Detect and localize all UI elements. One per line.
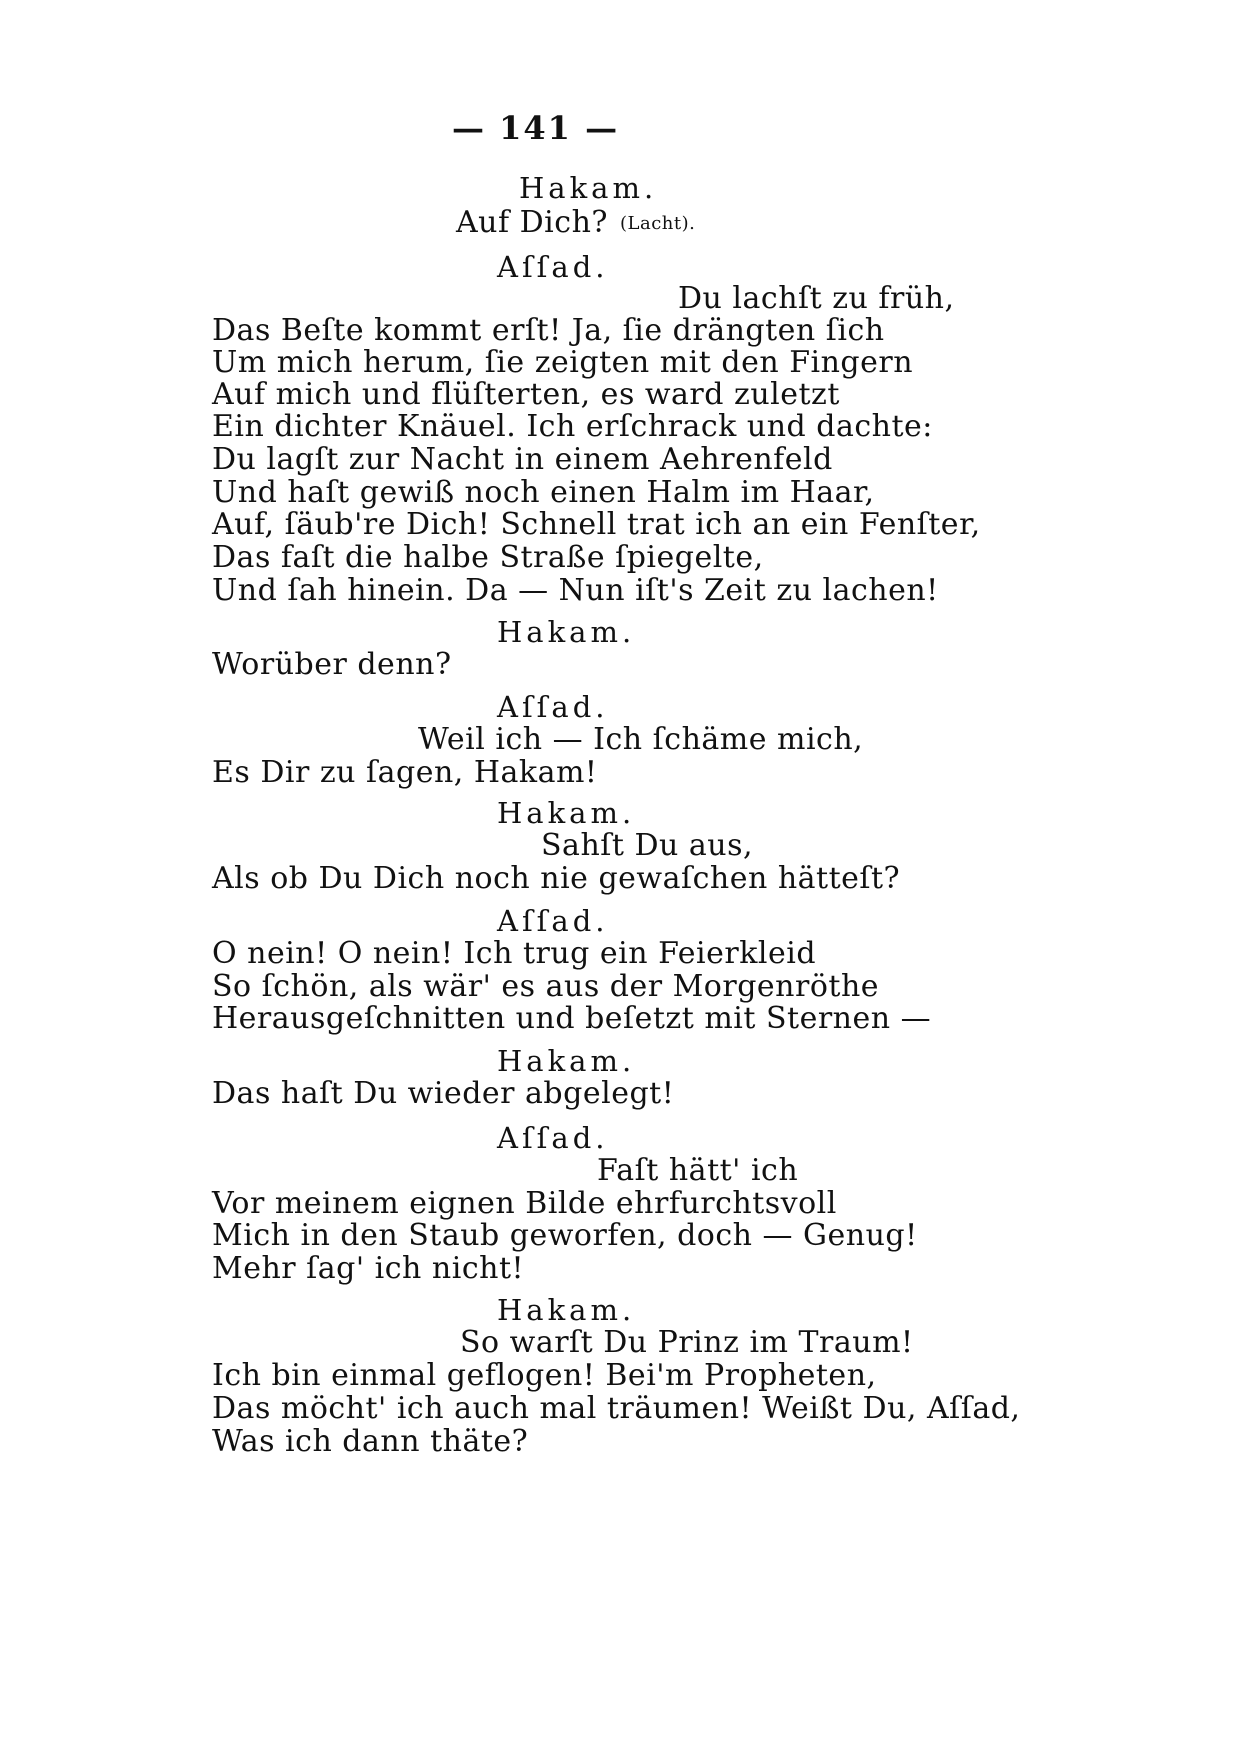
verse-line: So ſchön, als wär' es aus der Morgenröthe xyxy=(212,969,880,1004)
verse-text: Auf Dich? xyxy=(456,205,608,240)
speaker-label: Hakam. xyxy=(519,171,658,205)
verse-line: Was ich dann thäte? xyxy=(212,1424,529,1459)
speaker-label: Aſſad. xyxy=(497,690,609,724)
verse-line: Mich in den Staub geworfen, doch — Genug! xyxy=(212,1218,918,1253)
verse-line: Auf, ſäub're Dich! Schnell trat ich an ein Fenſter, xyxy=(212,507,981,542)
verse-line: Herausgeſchnitten und beſetzt mit Sternen — xyxy=(212,1001,932,1036)
verse-line: Ich bin einmal geflogen! Bei'm Propheten, xyxy=(212,1358,877,1393)
verse-line: Du lachſt zu früh, xyxy=(678,281,955,316)
verse-line: Und haſt gewiß noch einen Halm im Haar, xyxy=(212,475,875,510)
speaker-label: Hakam. xyxy=(497,615,636,649)
verse-line: Du lagſt zur Nacht in einem Aehrenfeld xyxy=(212,442,833,477)
verse-line: Das Beſte kommt erſt! Ja, ſie drängten ſich xyxy=(212,313,885,348)
verse-line: Mehr ſag' ich nicht! xyxy=(212,1251,525,1286)
speaker-label: Aſſad. xyxy=(497,1121,609,1155)
verse-line: Vor meinem eignen Bilde ehrfurchtsvoll xyxy=(212,1186,837,1221)
speaker-label: Hakam. xyxy=(497,1044,636,1078)
speaker-label: Aſſad. xyxy=(497,904,609,938)
verse-line: Das möcht' ich auch mal träumen! Weißt Du, Aſſad, xyxy=(212,1391,1021,1426)
speaker-label: Hakam. xyxy=(497,796,636,830)
verse-line: Als ob Du Dich noch nie gewaſchen hätteſt? xyxy=(212,861,901,896)
verse-line: Das haſt Du wieder abgelegt! xyxy=(212,1076,675,1111)
verse-line: O nein! O nein! Ich trug ein Feierkleid xyxy=(212,936,817,971)
verse-line: Es Dir zu ſagen, Hakam! xyxy=(212,755,598,790)
verse-line: Faſt hätt' ich xyxy=(597,1153,799,1188)
verse-line: Worüber denn? xyxy=(212,647,452,682)
speaker-label: Aſſad. xyxy=(497,250,609,284)
page-number: — 141 — xyxy=(452,109,620,147)
stage-direction: (Lacht). xyxy=(619,213,696,234)
verse-line: Das faſt die halbe Straße ſpiegelte, xyxy=(212,540,764,575)
verse-line: Ein dichter Knäuel. Ich erſchrack und dachte: xyxy=(212,409,933,444)
speaker-label: Hakam. xyxy=(497,1293,636,1327)
verse-line: Um mich herum, ſie zeigten mit den Fingern xyxy=(212,345,914,380)
verse-line: Und ſah hinein. Da — Nun iſt's Zeit zu lachen! xyxy=(212,573,939,608)
verse-line xyxy=(456,205,695,242)
verse-line: Sahſt Du aus, xyxy=(541,828,754,863)
verse-line: So warſt Du Prinz im Traum! xyxy=(460,1325,914,1360)
verse-line: Weil ich — Ich ſchäme mich, xyxy=(418,722,864,757)
verse-line: Auf mich und flüſterten, es ward zuletzt xyxy=(212,377,840,412)
